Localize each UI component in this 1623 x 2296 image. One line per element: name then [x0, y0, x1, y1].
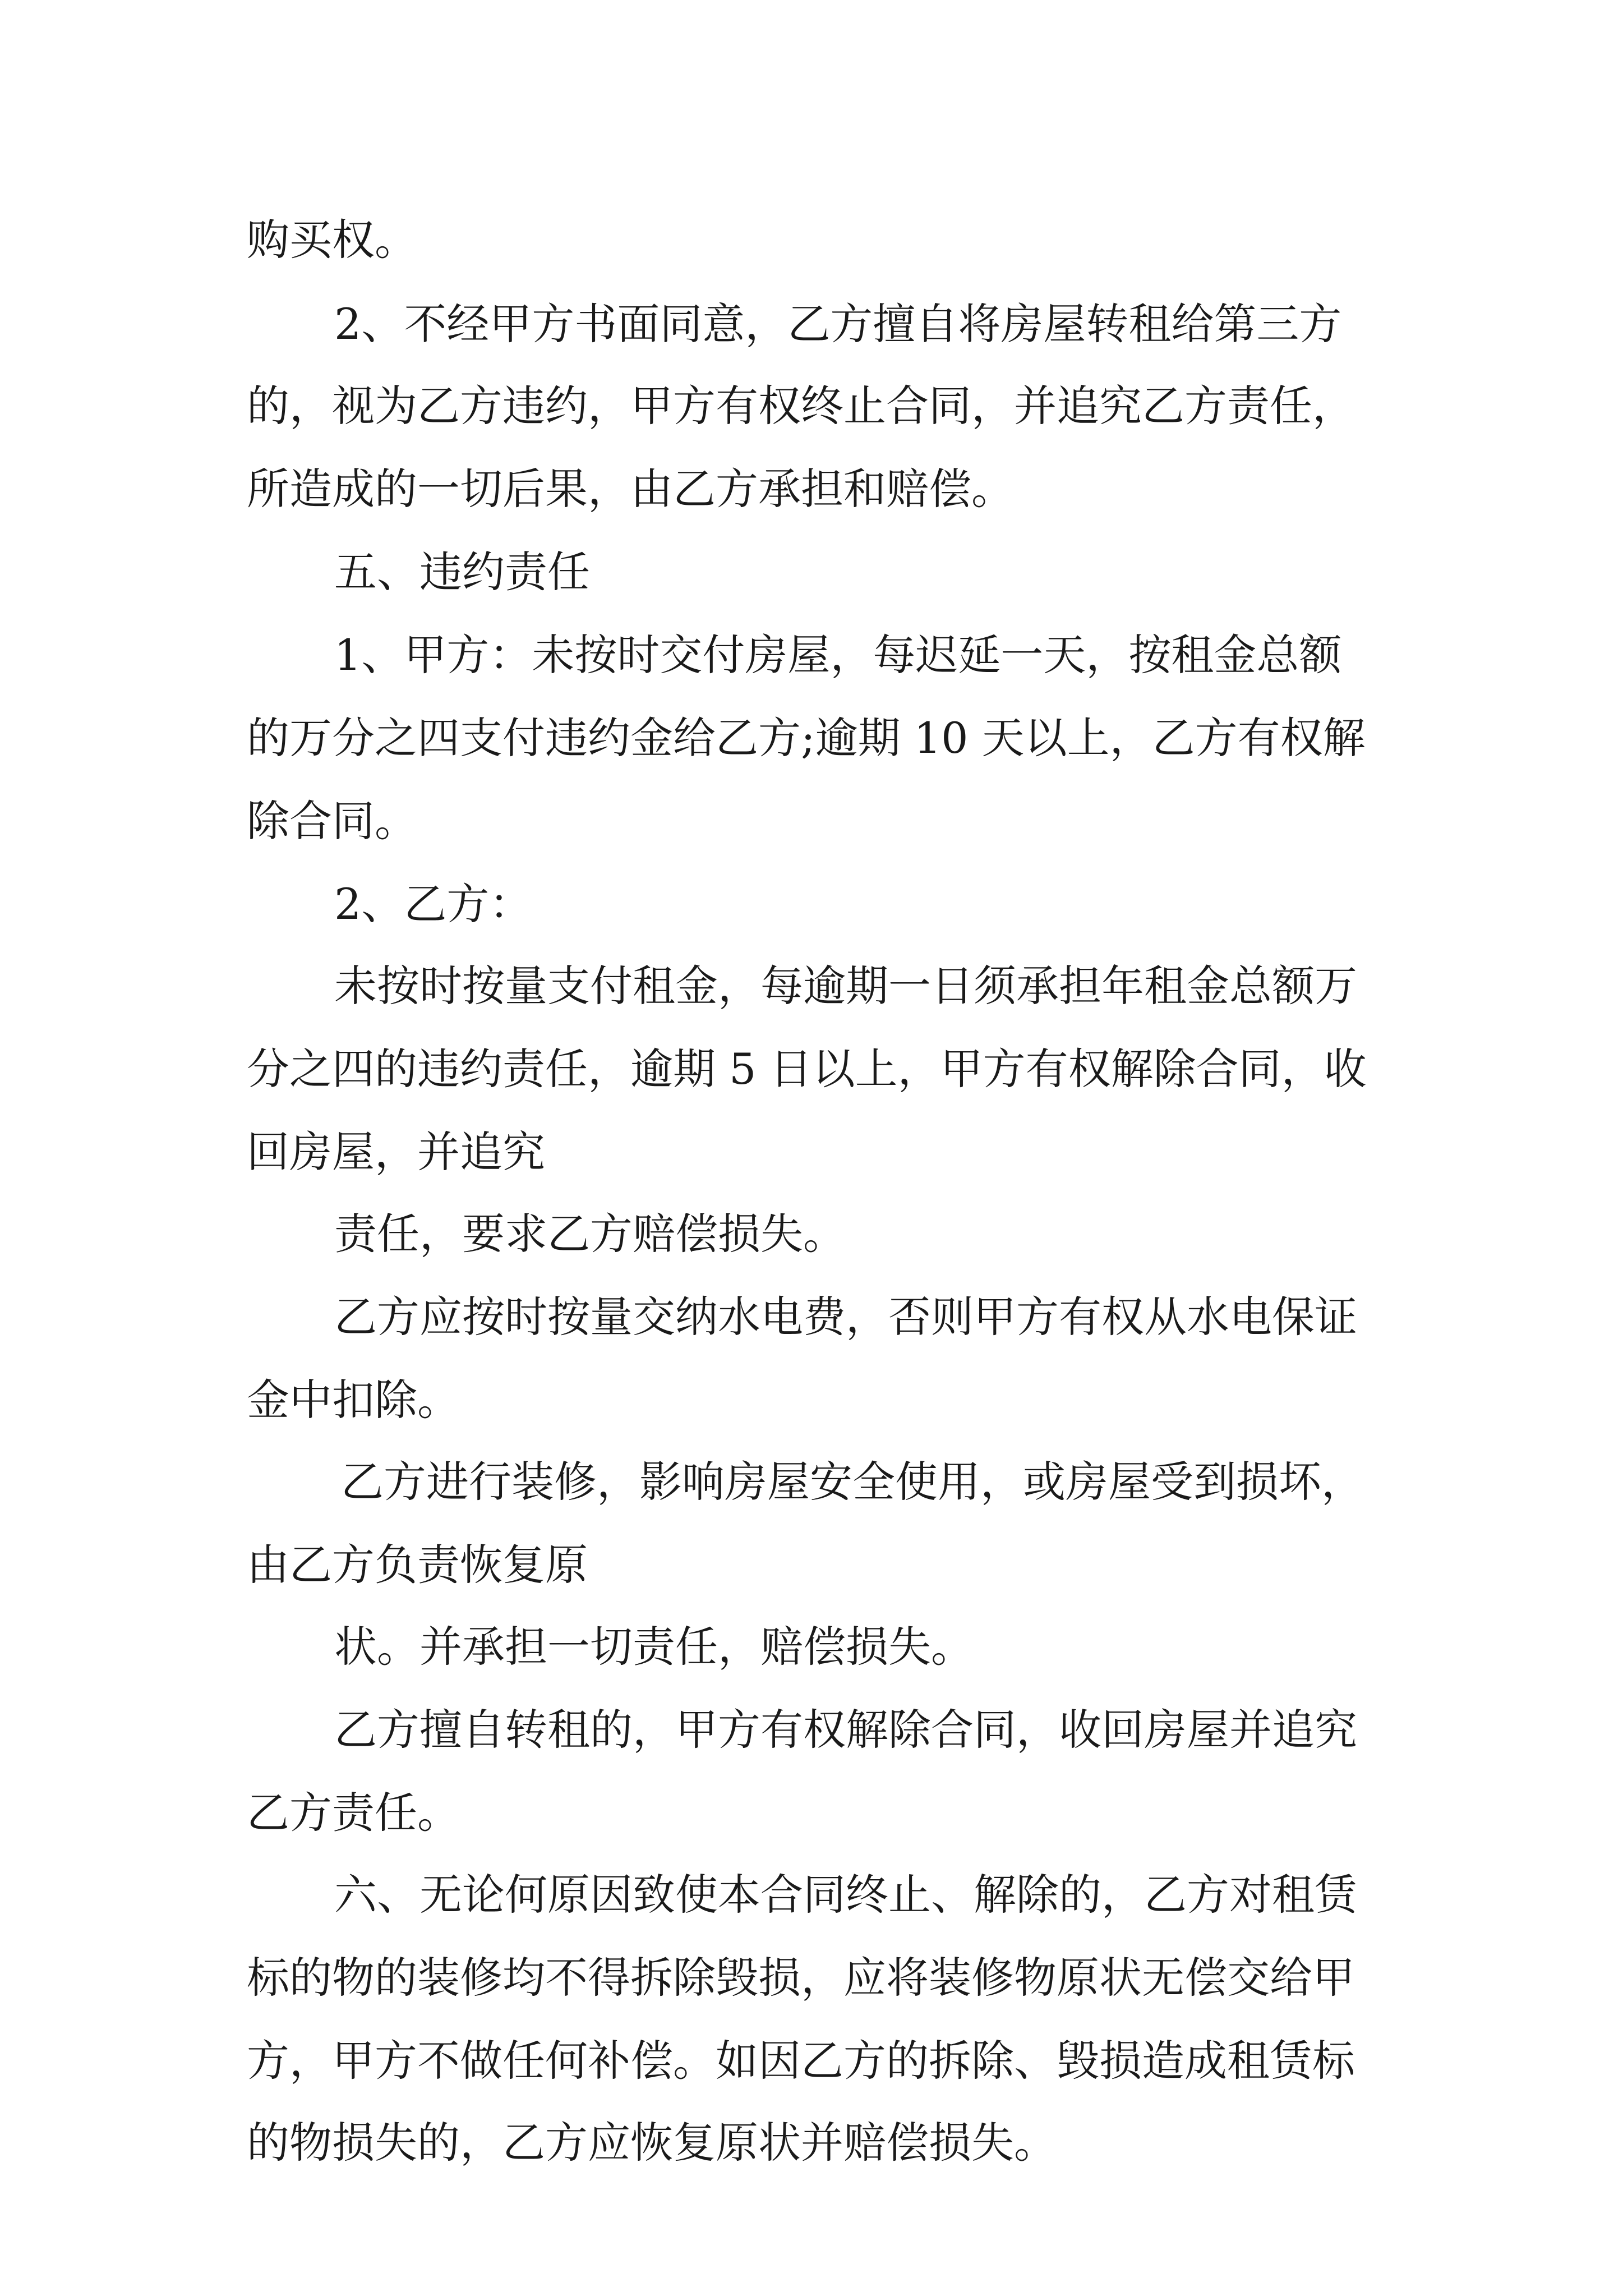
- text-line: 除合同。: [247, 796, 417, 846]
- text-line: 乙方擅自转租的，甲方有权解除合同，收回房屋并追究: [334, 1705, 1357, 1755]
- text-line: 乙方进行装修，影响房屋安全使用，或房屋受到损坏，: [341, 1457, 1364, 1507]
- text-line: 回房屋，并追究: [247, 1127, 545, 1177]
- text-line: 责任，要求乙方赔偿损失。: [334, 1209, 846, 1259]
- text-line: 所造成的一切后果，由乙方承担和赔偿。: [247, 464, 1014, 514]
- text-line: 乙方责任。: [247, 1788, 460, 1838]
- text-line: 乙方应按时按量交纳水电费，否则甲方有权从水电保证: [334, 1292, 1357, 1342]
- text-line: 状。并承担一切责任，赔偿损失。: [334, 1622, 974, 1672]
- text-line: 分之四的违约责任，逾期 5 日以上，甲方有权解除合同，收: [247, 1044, 1367, 1094]
- text-line: 的万分之四支付违约金给乙方;逾期 10 天以上，乙方有权解: [247, 713, 1366, 763]
- text-line: 2、不经甲方书面同意，乙方擅自将房屋转租给第三方: [334, 299, 1342, 349]
- text-line: 标的物的装修均不得拆除毁损，应将装修物原状无偿交给甲: [247, 1953, 1355, 2003]
- text-line: 购买权。: [247, 215, 417, 265]
- text-line: 2、乙方：: [334, 879, 532, 929]
- text-line: 的，视为乙方违约，甲方有权终止合同，并追究乙方责任，: [247, 381, 1355, 431]
- section-heading: 五、违约责任: [334, 547, 590, 597]
- text-line: 的物损失的，乙方应恢复原状并赔偿损失。: [247, 2118, 1057, 2168]
- text-line: 金中扣除。: [247, 1375, 460, 1425]
- text-line: 1、甲方：未按时交付房屋，每迟延一天，按租金总额: [334, 630, 1342, 680]
- text-line: 方，甲方不做任何补偿。如因乙方的拆除、毁损造成租赁标: [247, 2036, 1355, 2086]
- text-line: 未按时按量支付租金，每逾期一日须承担年租金总额万: [334, 961, 1357, 1011]
- section-heading: 六、无论何原因致使本合同终止、解除的，乙方对租赁: [334, 1870, 1357, 1920]
- text-line: 由乙方负责恢复原: [247, 1540, 588, 1590]
